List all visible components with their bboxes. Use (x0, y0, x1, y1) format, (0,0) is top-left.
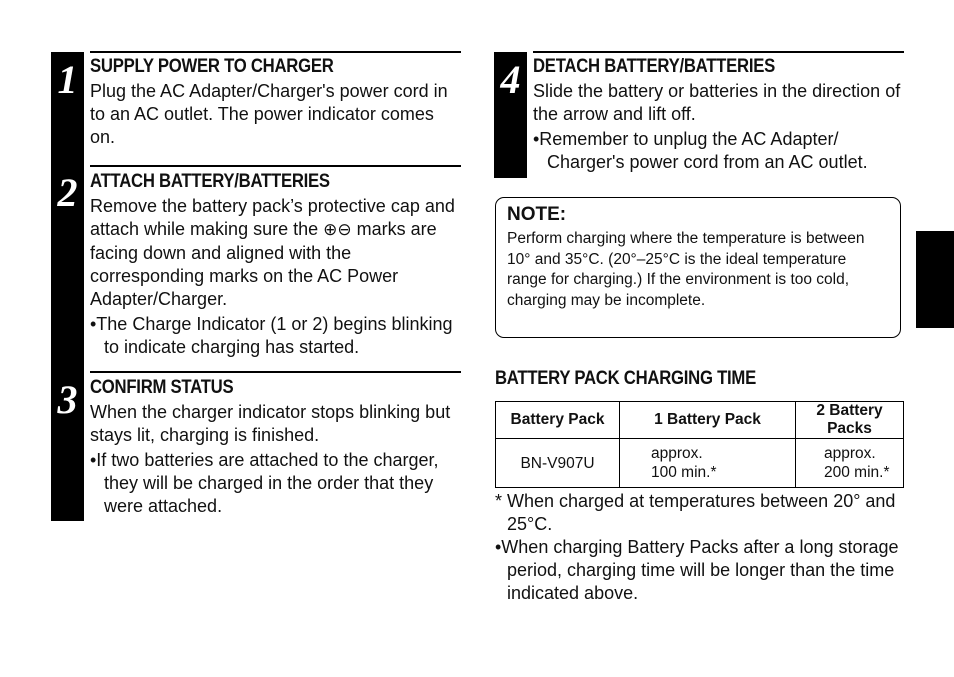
step-2-text (90, 195, 462, 311)
footnote-storage: •When charging Battery Packs after a long storage period, charging time will be longer than the time indicated above. (495, 537, 899, 603)
step-3 (90, 377, 464, 518)
table-cell-2-packs-line2: 200 min.* (824, 464, 890, 481)
minus-terminal-icon: ⊖ (337, 220, 352, 240)
table-cell-2-packs-line1: approx. (824, 445, 876, 462)
step-2-text-after: marks are facing down and aligned with the corresponding marks on the AC Power Adapter/Charger. (90, 219, 437, 309)
step-4-title: DETACH BATTERY/BATTERIES (533, 56, 775, 77)
step-1 (90, 56, 462, 149)
note-text: Perform charging where the temperature is between 10° and 35°C. (20°–25°C is the ideal temperature range for charging.) If the environment is too cold, charging may be incomplete. (507, 230, 865, 309)
table-header-row (496, 402, 904, 439)
footnotes (495, 490, 905, 605)
step-2-bullet: •The Charge Indicator (1 or 2) begins blinking to indicate charging has started. (90, 314, 453, 357)
table-cell-model: BN-V907U (496, 439, 620, 488)
footnote-temperature: * When charged at temperatures between 20° and 25°C. (495, 491, 896, 534)
step-4-rule (533, 51, 904, 53)
table-header-2-packs: 2 Battery Packs (796, 402, 904, 439)
step-4-text: Slide the battery or batteries in the direction of the arrow and lift off. (533, 81, 901, 124)
step-3-rule (90, 371, 461, 373)
step-2-text-before: Remove the battery pack’s protective cap and attach while making sure the (90, 196, 455, 239)
charging-time-table (495, 401, 904, 488)
step-1-rule (90, 51, 461, 53)
section-thumb-tab (916, 231, 954, 328)
table-cell-1-pack (620, 439, 796, 488)
table-cell-1-pack-line2: 100 min.* (651, 464, 717, 481)
plus-terminal-icon: ⊕ (323, 220, 338, 240)
table-header-1-pack: 1 Battery Pack (620, 402, 796, 439)
step-4-bullet: •Remember to unplug the AC Adapter/ Charger's power cord from an AC outlet. (533, 129, 868, 172)
note-title: NOTE: (507, 204, 567, 225)
step-3-title: CONFIRM STATUS (90, 377, 234, 398)
charging-time-title: BATTERY PACK CHARGING TIME (495, 368, 756, 389)
step-2 (90, 171, 462, 359)
step-3-bullet: •If two batteries are attached to the charger, they will be charged in the order that they were attached. (90, 450, 439, 516)
table-header-battery-pack: Battery Pack (496, 402, 620, 439)
table-cell-1-pack-line1: approx. (651, 445, 703, 462)
step-number-2: 2 (57, 170, 78, 215)
step-number-1: 1 (57, 57, 78, 102)
step-2-title: ATTACH BATTERY/BATTERIES (90, 171, 330, 192)
step-3-text: When the charger indicator stops blinking but stays lit, charging is finished. (90, 402, 451, 445)
table-cell-2-packs (796, 439, 904, 488)
step-1-text: Plug the AC Adapter/Charger's power cord in to an AC outlet. The power indicator comes on. (90, 81, 448, 147)
step-4 (533, 56, 905, 174)
step-number-4: 4 (500, 57, 521, 102)
step-number-bar-1-3 (51, 52, 84, 521)
step-1-title: SUPPLY POWER TO CHARGER (90, 56, 334, 77)
note-box (495, 197, 901, 338)
step-number-3: 3 (57, 377, 78, 422)
table-row (496, 439, 904, 488)
step-2-rule (90, 165, 461, 167)
